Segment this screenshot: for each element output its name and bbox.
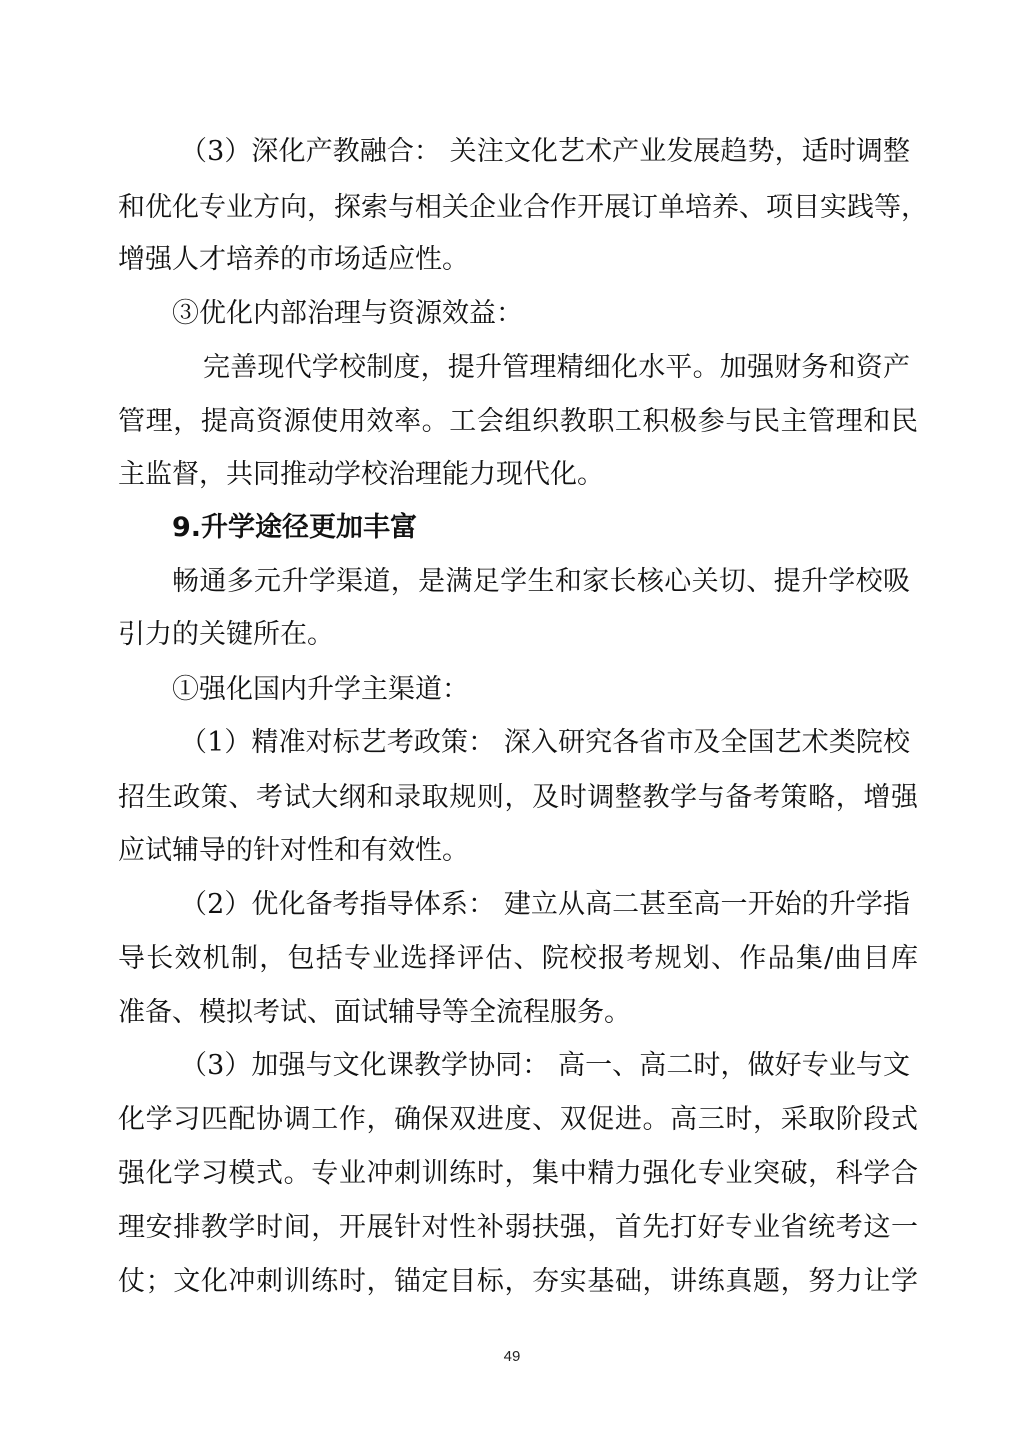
text-line: 理安排教学时间，开展针对性补弱扶强，首先打好专业省统考这一 xyxy=(118,1212,918,1243)
text-line: 完善现代学校制度，提升管理精细化水平。加强财务和资产 xyxy=(203,352,910,383)
text-line: ①强化国内升学主渠道： xyxy=(172,674,469,705)
text-line: 主监督，共同推动学校治理能力现代化。 xyxy=(118,459,604,490)
text-line: 准备、模拟考试、面试辅导等全流程服务。 xyxy=(118,997,631,1028)
text-line: 仗；文化冲刺训练时，锚定目标，夯实基础，讲练真题，努力让学 xyxy=(118,1266,918,1297)
text-line: 强化学习模式。专业冲刺训练时，集中精力强化专业突破，科学合 xyxy=(118,1158,918,1189)
text-line: （2）优化备考指导体系： 建立从高二甚至高一开始的升学指 xyxy=(180,889,910,920)
text-line: 引力的关键所在。 xyxy=(118,619,334,650)
text-line: （3）加强与文化课教学协同： 高一、高二时，做好专业与文 xyxy=(180,1050,910,1081)
text-line: 导长效机制，包括专业选择评估、院校报考规划、作品集/曲目库 xyxy=(118,943,918,974)
text-line: （1）精准对标艺考政策： 深入研究各省市及全国艺术类院校 xyxy=(180,727,910,758)
page-number: 49 xyxy=(503,1348,521,1365)
text-line: 化学习匹配协调工作，确保双进度、双促进。高三时，采取阶段式 xyxy=(118,1104,918,1135)
text-line: 和优化专业方向，探索与相关企业合作开展订单培养、项目实践等， xyxy=(118,192,928,223)
text-line: 畅通多元升学渠道，是满足学生和家长核心关切、提升学校吸 xyxy=(172,566,910,597)
text-line: 管理，提高资源使用效率。工会组织教职工积极参与民主管理和民 xyxy=(118,406,918,437)
text-line: 应试辅导的针对性和有效性。 xyxy=(118,835,469,866)
text-line: ③优化内部治理与资源效益： xyxy=(172,298,523,329)
text-line: （3）深化产教融合： 关注文化艺术产业发展趋势，适时调整 xyxy=(180,136,910,167)
section-heading: 9.升学途径更加丰富 xyxy=(172,512,418,543)
text-line: 招生政策、考试大纲和录取规则，及时调整教学与备考策略，增强 xyxy=(118,782,918,813)
text-line: 增强人才培养的市场适应性。 xyxy=(118,244,469,275)
